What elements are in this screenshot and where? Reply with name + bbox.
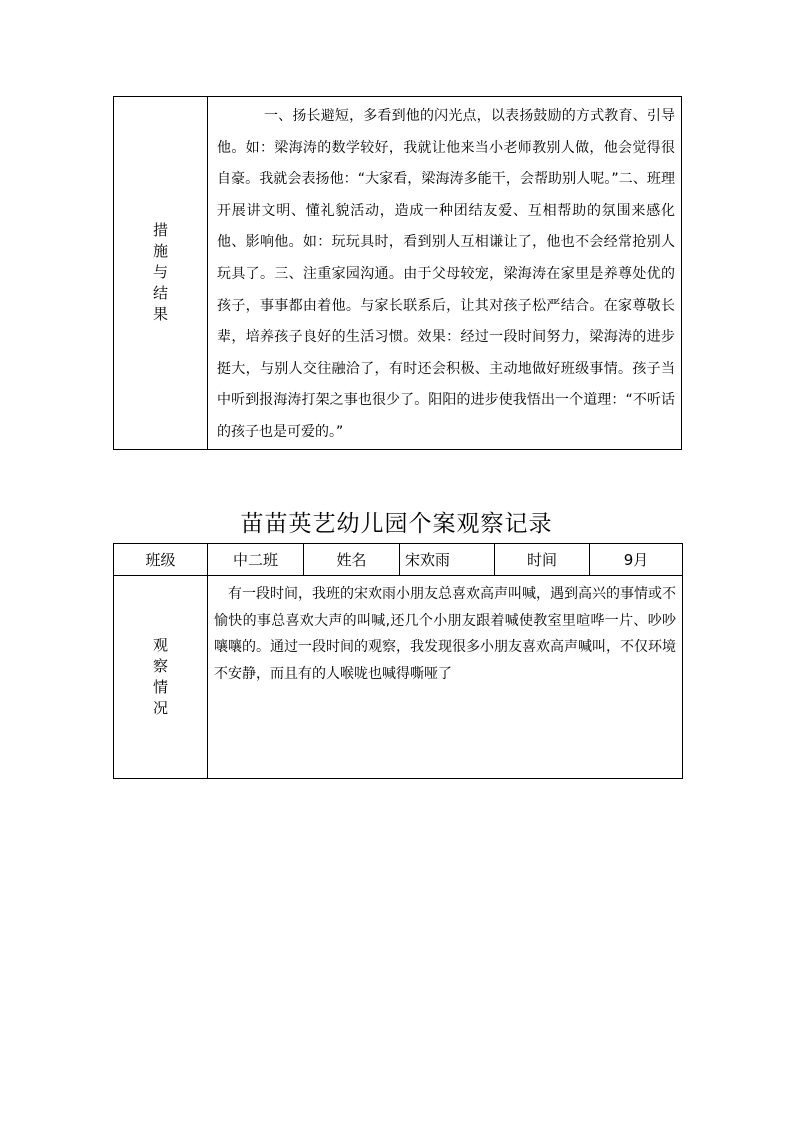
observation-row: [114, 576, 683, 779]
measures-results-table: [113, 96, 682, 450]
observation-record-table: [113, 543, 683, 779]
measures-results-label: 措施与结果: [152, 221, 168, 324]
measures-results-label-cell: [114, 97, 208, 450]
time-label: 时间: [495, 544, 590, 576]
class-label: 班级: [114, 544, 208, 576]
name-value: 宋欢雨: [400, 544, 495, 576]
measures-results-text: 一、扬长避短，多看到他的闪光点，以表扬鼓励的方式教育、引导他。如：梁海涛的数学较好，我就让他来当小老师教别人做，他会觉得很自豪。我就会表扬他：“大家看，梁海涛多能干，会帮助别人呢。”二、班理开展讲文明、懂礼貌活动，造成一种团结友爱、互相帮助的氛围来感化他、影响他。如：玩玩具时，看到别人互相谦让了，他也不会经常抢别人玩具了。三、注重家园沟通。由于父母较宠，梁海涛在家里是养尊处优的孩子，事事都由着他。与家长联系后，让其对孩子松严结合。在家尊敬长辈，培养孩子良好的生活习惯。效果：经过一段时间努力，梁海涛的进步挺大，与别人交往融洽了，有时还会积极、主动地做好班级事情。孩子当中听到报海涛打架之事也很少了。阳阳的进步使我悟出一个道理：“不听话的孩子也是可爱的。”: [208, 97, 682, 450]
page-title: 苗苗英艺幼儿园个案观察记录: [240, 511, 553, 537]
info-row: [114, 544, 683, 576]
observation-text: 有一段时间，我班的宋欢雨小朋友总喜欢高声叫喊，遇到高兴的事情或不愉快的事总喜欢大声的叫喊,还几个小朋友跟着喊使教室里喧哗一片、吵吵嚷嚷的。通过一段时间的观察，我发现很多小朋友喜欢高声喊叫，不仅环境不安静，而且有的人喉咙也喊得嘶哑了: [208, 576, 683, 779]
class-value: 中二班: [208, 544, 304, 576]
name-label: 姓名: [304, 544, 400, 576]
observation-label: 观察情况: [152, 636, 168, 717]
observation-label-cell: [114, 576, 208, 779]
time-value: 9月: [590, 544, 683, 576]
